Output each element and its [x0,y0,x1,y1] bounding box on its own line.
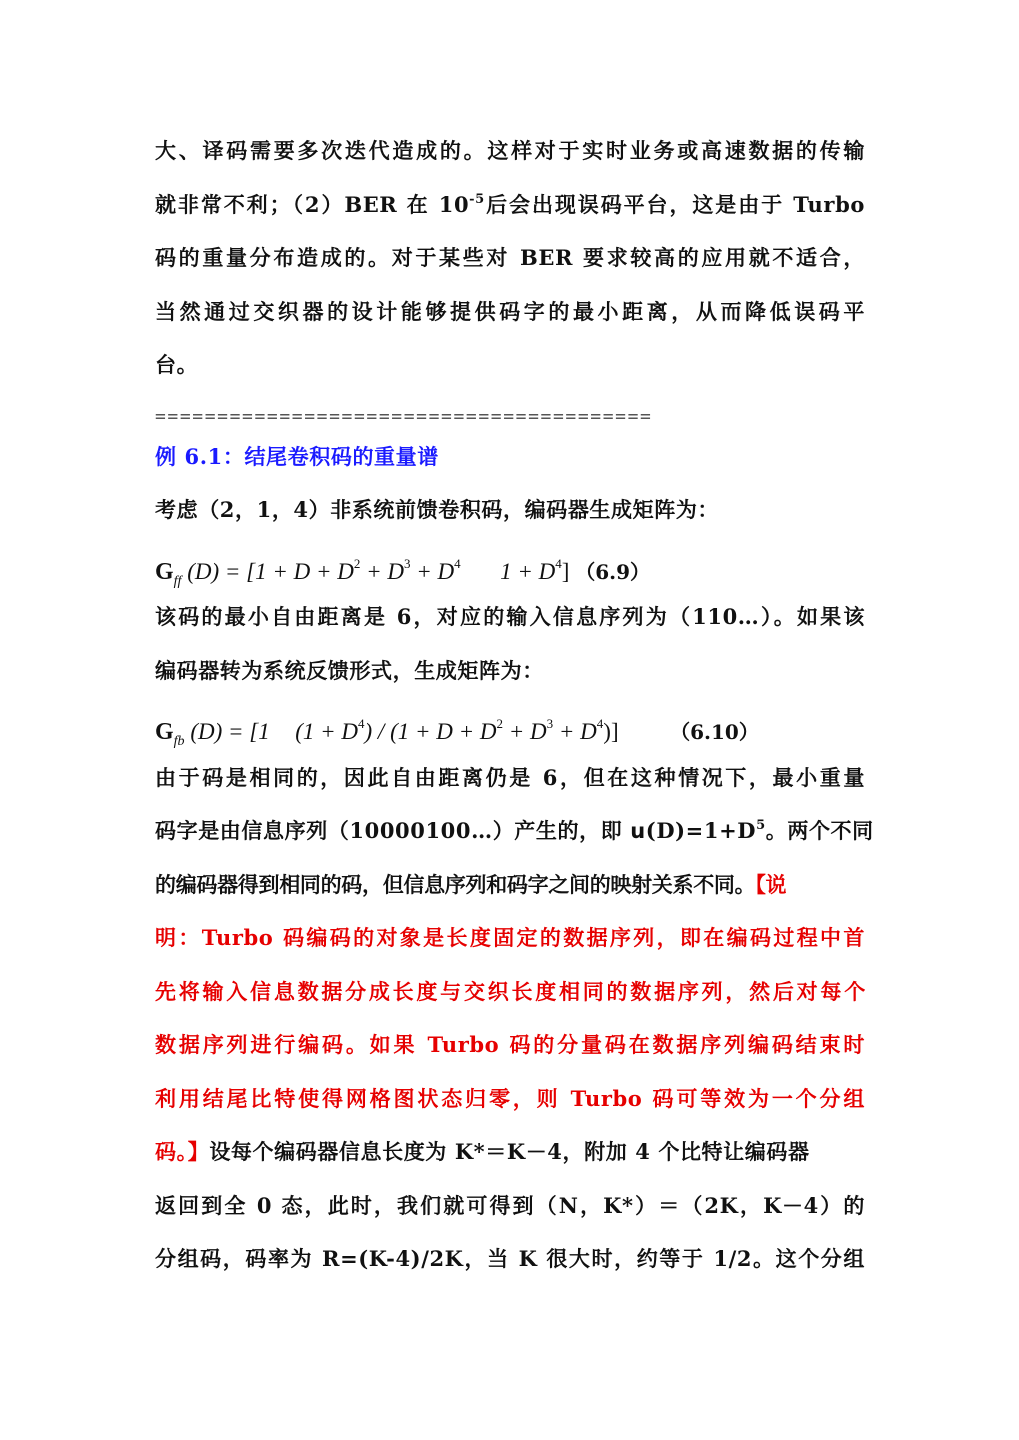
formula-term: + D [503,719,547,744]
note-line4: 利用结尾比特使得网格图状态归零，则 Turbo 码可等效为一个分组 [155,1085,865,1111]
formula-term: + D [410,558,455,584]
intro-line: 考虑（2，1，4）非系统前馈卷积码，编码器生成矩阵为： [155,497,720,522]
note-end: 码。】 [155,1139,210,1164]
text-segment: 就非常不利；（2）BER 在 10 [155,191,470,217]
formula-subscript: fb [173,734,185,749]
formula-power: 2 [353,555,361,571]
equation-number: （6.10） [670,720,759,744]
note-start: 【说 [755,871,787,897]
formula-term: ] [561,558,570,584]
text-segment: 。两个不同 [765,818,874,843]
text-segment: 后会出现误码平台，这是由于 Turbo [484,191,865,217]
paragraph4-line2: 分组码，码率为 R=(K-4)/2K，当 K 很大时，约等于 1/2。这个分组 [155,1246,865,1271]
document-page [155,124,874,1286]
formula-power: 4 [555,555,562,571]
formula-term: (D) = [1 [190,719,270,744]
separator-line: ======================================== [155,405,653,427]
formula-power: 2 [496,716,503,731]
formula-6-10 [155,697,865,751]
formula-term: (D) = [1 + D + D [187,558,354,584]
note-line1: 明：Turbo 码编码的对象是长度固定的数据序列，即在编码过程中首 [155,925,865,950]
paragraph1-line1: 大、译码需要多次迭代造成的。这样对于实时业务或高速数据的传输 [155,138,865,163]
formula-term: + D [360,558,405,584]
text-segment-u: u [630,819,646,843]
paragraph3-line3 [155,858,865,912]
formula-power: 3 [404,555,411,571]
text-segment: 码字是由信息序列（10000100…）产生的，即 [155,818,631,843]
example-heading: 例 6.1：结尾卷积码的重量谱 [155,443,439,469]
formula-G: G [155,558,174,585]
note-line2: 先将输入信息数据分成长度与交织长度相同的数据序列，然后对每个 [155,978,865,1004]
paragraph3-line2 [155,804,874,858]
formula-power: 3 [546,716,554,731]
formula-term: ) / (1 + D + D [364,719,497,744]
text-segment: 的编码器得到相同的码，但信息序列和码字之间的映射关系不同。 [155,871,756,897]
text-segment: (D)=1+D [645,818,757,843]
paragraph1-line4: 当然通过交织器的设计能够提供码字的最小距离，从而降低误码平 [155,298,865,324]
formula-power: 4 [358,716,365,731]
formula-term: 1 + D [500,558,556,584]
note-line3: 数据序列进行编码。如果 Turbo 码的分量码在数据序列编码结束时 [155,1032,865,1057]
paragraph3-line1: 由于码是相同的，因此自由距离仍是 6，但在这种情况下，最小重量 [155,764,865,790]
paragraph2-line1: 该码的最小自由距离是 6，对应的输入信息序列为（110…）。如果该 [155,604,865,629]
superscript: -5 [469,191,485,207]
paragraph1-line2 [155,178,865,232]
paragraph2-line2: 编码器转为系统反馈形式，生成矩阵为： [155,657,544,683]
paragraph1-line3: 码的重量分布造成的。对于某些对 BER 要求较高的应用就不适合， [155,245,865,270]
paragraph1-line5: 台。 [155,352,199,377]
formula-6-9 [155,537,865,591]
formula-power: 4 [454,555,461,571]
formula-term: )] [603,719,619,744]
paragraph4-line1: 返回到全 0 态，此时，我们就可得到（N，K*）＝（2K，K－4）的 [155,1192,865,1218]
formula-term: (1 + D [295,719,359,744]
superscript: 5 [756,818,766,833]
formula-term: + D [553,719,597,744]
formula-G: G [155,719,174,745]
formula-power: 4 [596,716,604,731]
note-line5 [155,1125,865,1179]
equation-number: （6.9） [575,559,651,584]
formula-subscript: ff [173,573,182,589]
text-segment: 设每个编码器信息长度为 K*＝K－4，附加 4 个比特让编码器 [209,1139,810,1164]
